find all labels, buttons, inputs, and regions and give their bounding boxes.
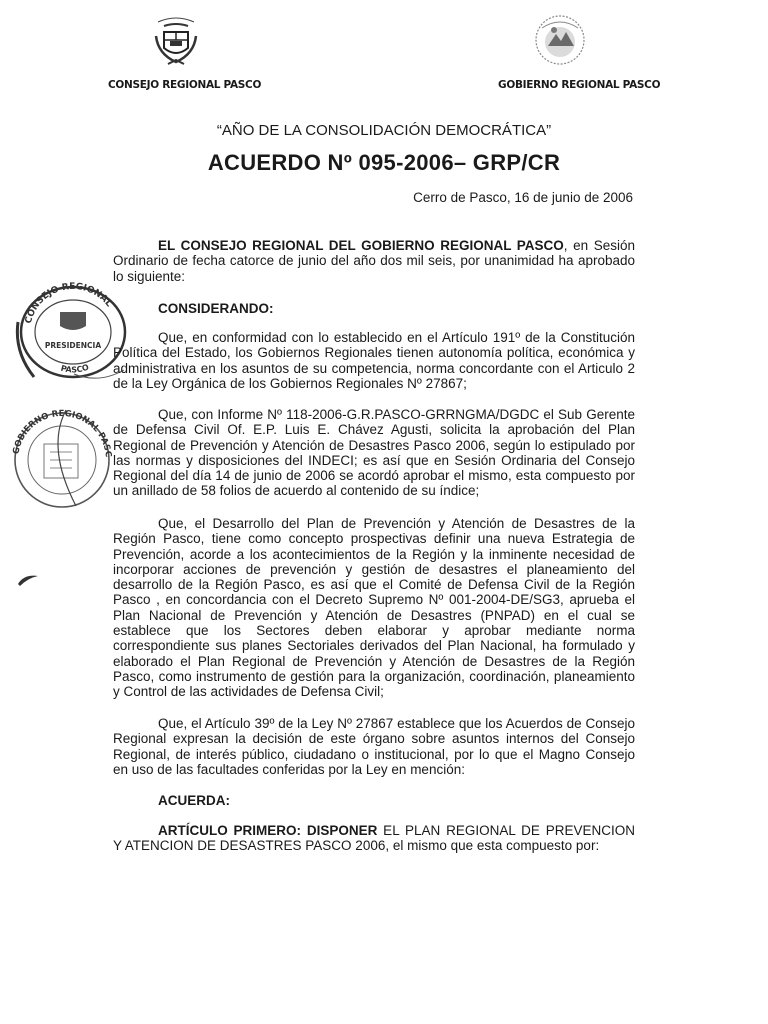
- paragraph-line: Prevención, acorde a los acontecimientos de la Región y la inminente necesidad de: [113, 546, 635, 562]
- paragraph-line: Plan Nacional de Prevención y Atención de Desastres (PNPAD) en el cual se: [113, 607, 635, 623]
- paragraph-line: Regional, de interés público, ciudadano o institucional, por lo que el Magno Consejo: [113, 746, 635, 762]
- paragraph-line: Que, en conformidad con lo establecido en el Artículo 191º de la Constitución: [158, 330, 635, 345]
- stamp1-ring-bottom: PASCO: [59, 362, 91, 375]
- paragraph-2: [113, 407, 635, 499]
- paragraph-4: [113, 716, 635, 777]
- paragraph-line: Que, el Artículo 39º de la Ley Nº 27867 establece que los Acuerdos de Consejo: [158, 716, 635, 731]
- paragraph-line: un anillado de 58 folios de acuerdo al contenido de su índice;: [113, 483, 480, 499]
- right-org-label: GOBIERNO REGIONAL PASCO: [498, 79, 661, 91]
- paragraph-line: Regional de Prevención y Atención de Desastres Pasco 2006, según lo estipulado por: [113, 437, 635, 453]
- ink-mark: [16, 572, 40, 588]
- paragraph-line: Regional del día 14 de junio de 2006 se acordó aprobar el mismo, esta compuesto por: [113, 468, 635, 484]
- place-date: Cerro de Pasco, 16 de junio de 2006: [413, 190, 633, 205]
- articulo-lead: ARTÍCULO PRIMERO: DISPONER: [158, 823, 378, 838]
- coat-of-arms-emblem: [150, 14, 202, 70]
- document-title: ACUERDO Nº 095-2006– GRP/CR: [207, 150, 561, 175]
- paragraph-line: de Defensa Civil Of. E.P. Luis E. Chávez Agusti, solicita la aprobación del Plan: [113, 422, 635, 438]
- paragraph-1: [113, 330, 635, 391]
- acuerda-heading: ACUERDA:: [158, 793, 230, 808]
- paragraph-line: en uso de las facultades conferidas por la Ley en mención:: [113, 761, 465, 777]
- articulo-line: Y ATENCION DE DESASTRES PASCO 2006, el mismo que esta compuesto por:: [113, 838, 600, 854]
- paragraph-line: de la Ley Orgánica de los Gobiernos Regionales Nº 27867;: [113, 375, 467, 391]
- intro-line: lo siguiente:: [113, 268, 186, 284]
- regional-government-logo: [530, 10, 590, 70]
- intro-lead: EL CONSEJO REGIONAL DEL GOBIERNO REGIONAL PASCO: [158, 238, 564, 253]
- left-org-label: CONSEJO REGIONAL PASCO: [108, 79, 262, 91]
- gobierno-regional-stamp: [6, 408, 116, 508]
- stamp1-center: PRESIDENCIA: [44, 341, 102, 350]
- paragraph-line: elaborado el Plan Regional de Prevención y Atención de Desastres de la Región: [113, 653, 635, 669]
- paragraph-line: incorporar acciones de prevención y gestión de desastres el planeamiento del: [113, 561, 635, 577]
- intro-line: EL CONSEJO REGIONAL DEL GOBIERNO REGIONAL PASCO, en Sesión: [158, 238, 636, 253]
- svg-text:GOBIERNO REGIONAL PASCO: [6, 408, 113, 458]
- paragraph-line: Pasco , en concordancia con el Decreto Supremo Nº 001-2004-DE/SG3, aprueba el: [113, 592, 635, 608]
- articulo-primero: [113, 823, 635, 854]
- paragraph-3: [113, 516, 635, 700]
- intro-line: Ordinario de fecha catorce de junio del año dos mil seis, por unanimidad ha aprobado: [113, 253, 635, 269]
- paragraph-line: correspondiente sus planes Sectoriales derivados del Plan Nacional, ha formulado y: [113, 638, 635, 654]
- paragraph-line: y Control de las actividades de Defensa Civil;: [113, 684, 384, 700]
- intro-paragraph: [113, 238, 635, 284]
- paragraph-line: Que, con Informe Nº 118-2006-G.R.PASCO-GRRNGMA/DGDC el Sub Gerente: [158, 407, 635, 422]
- articulo-line: ARTÍCULO PRIMERO: DISPONER EL PLAN REGIONAL DE PREVENCION: [158, 823, 635, 838]
- paragraph-line: Política del Estado, los Gobiernos Regionales tienen autonomía política, económica y: [113, 345, 635, 361]
- paragraph-line: administrativa en los asuntos de su competencia, norma concordante con el Articulo 2: [113, 360, 635, 376]
- considerando-heading: CONSIDERANDO:: [158, 301, 274, 316]
- stamp2-ring: GOBIERNO REGIONAL PASC: [11, 408, 113, 458]
- paragraph-line: las normas y disposiciones del INDECI; es así que en Sesión Ordinaria del Consejo: [113, 452, 635, 468]
- paragraph-line: Pasco, como instrumento de gestión para la organización, coordinación, planeamiento: [113, 668, 635, 684]
- paragraph-line: desarrollo de la Región Pasco, es así que el Comité de Defensa Civil de la Región: [113, 577, 635, 593]
- paragraph-line: establece que los Sectores deben elaborar y aprobar mediante norma: [113, 623, 635, 639]
- paragraph-line: Regional expresan la decisión de este órgano sobre asuntos internos del Consejo: [113, 731, 635, 747]
- paragraph-line: Región Pasco, tiene como concepto prospectivas definir una nueva Estrategia de: [113, 531, 635, 547]
- stamp1-ring-top: CONSEJO REGIONAL: [23, 282, 114, 325]
- year-motto: “AÑO DE LA CONSOLIDACIÓN DEMOCRÁTICA”: [216, 122, 552, 139]
- paragraph-line: Que, el Desarrollo del Plan de Prevención y Atención de Desastres de la: [158, 516, 635, 531]
